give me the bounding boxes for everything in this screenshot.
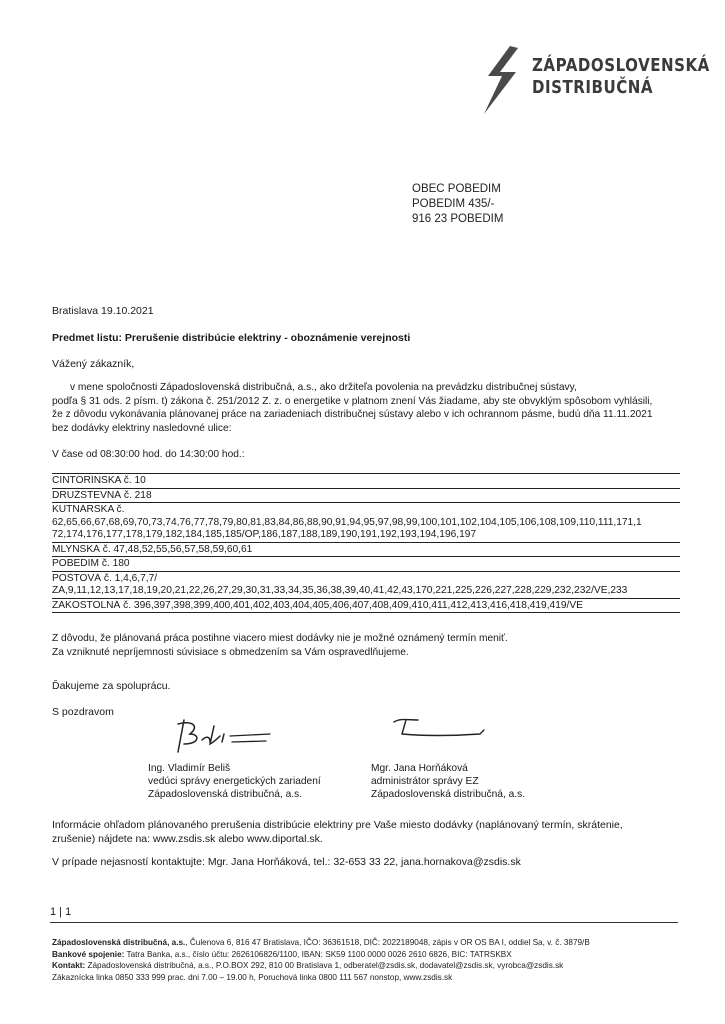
street-line: ZA,9,11,12,13,17,18,19,20,21,22,26,27,29,30,31,33,34,35,36,38,39,40,41,42,43,170,221,225,226,227,228,229,232,232/VE,233 [52, 585, 628, 596]
footer-text: Tatra Banka, a.s., číslo účtu: 2626106826/1100, IBAN: SK59 1100 0000 0026 2610 6826, BIC: TATRSKBX [124, 949, 512, 959]
signer-block-1 [148, 762, 321, 801]
company-logo-bolt-icon [480, 46, 522, 114]
footer-label: Bankové spojenie: [52, 949, 125, 959]
street-line: POŠTOVÁ č. 1,4,6,7,7/ [52, 572, 158, 584]
page-number: 1 | 1 [50, 906, 72, 918]
info-line: Informácie ohľadom plánovaného prerušenia distribúcie elektriny pre Vaše miesto dodávky (naplánovaný termín, skrátenie, [52, 819, 623, 831]
street-row [52, 473, 680, 489]
signer-block-2 [371, 762, 525, 801]
street-list [52, 473, 680, 613]
street-line: 72,174,176,177,178,179,182,184,185,185/OP,186,187,188,189,190,191,192,193,194,196,197 [52, 529, 477, 540]
addressee-block [412, 182, 503, 227]
signer-company: Západoslovenská distribučná, a.s. [148, 789, 303, 800]
info-paragraph [52, 818, 662, 846]
footer-label: Západoslovenská distribučná, a.s. [52, 938, 186, 947]
street-line: DRUŽSTEVNÁ č. 218 [52, 489, 152, 501]
signer-name: Mgr. Jana Horňáková [371, 763, 468, 774]
street-line: ZÁKOSTOLNÁ č. 396,397,398,399,400,401,402,403,404,405,406,407,408,409,410,411,412,413,416,418,419,419/VE [52, 599, 583, 611]
regards-line: S pozdravom [52, 706, 114, 718]
contact-line: V prípade nejasností kontaktujte: Mgr. Jana Horňáková, tel.: 32-653 33 22, jana.hornakova@zsdis.sk [52, 856, 521, 868]
street-line: KUTNÁRSKA č. [52, 504, 125, 515]
apology-line: Za vzniknuté nepríjemnosti súvisiace s obmedzením sa Vám ospravedlňujeme. [52, 647, 409, 658]
footer-text: , Čulenova 6, 816 47 Bratislava, IČO: 36361518, DIČ: 2022189048, zápis v OR OS BA I, oddiel Sa, v. č. 3879/B [185, 938, 590, 947]
signer-role: vedúci správy energetických zariadení [148, 776, 321, 787]
letter-paragraph [52, 381, 692, 435]
addressee-line: 916 23 POBEDIM [412, 213, 504, 225]
thanks-line: Ďakujeme za spoluprácu. [52, 680, 171, 692]
street-row [52, 572, 680, 599]
signer-company: Západoslovenská distribučná, a.s. [371, 789, 526, 800]
company-logo-text [532, 55, 710, 99]
street-row [52, 503, 680, 543]
footer-text: Zákaznícka linka 0850 333 999 prac. dni 7.00 – 19.00 h, Poruchová linka 0800 111 567 nonstop, www.zsdis.sk [52, 972, 453, 982]
letter-date: Bratislava 19.10.2021 [52, 305, 154, 317]
street-line: CINTORÍNSKA č. 10 [52, 475, 146, 486]
footer-label: Kontakt: [52, 961, 86, 970]
paragraph-line: podľa § 31 ods. 2 písm. t) zákona č. 251/2012 Z. z. o energetike v platnom znení Vás žiadame, aby ste obvyklým spôsobom vyhlásili, [52, 395, 653, 407]
letter-greeting: Vážený zákazník, [52, 358, 135, 370]
street-row [52, 557, 680, 572]
street-line: POBEDIM č. 180 [52, 558, 130, 569]
street-line: MLYNSKÁ č. 47,48,52,55,56,57,58,59,60,61 [52, 543, 253, 555]
footer-text: Západoslovenská distribučná, a.s., P.O.BOX 292, 810 00 Bratislava 1, odberatel@zsdis.sk, dodavatel@zsdis.sk, vyrobca@zsdis.sk [85, 961, 564, 970]
signer-name: Ing. Vladimír Beliš [148, 763, 231, 774]
footer-line [52, 949, 590, 961]
paragraph-line: bez dodávky elektriny nasledovné ulice: [52, 422, 232, 434]
letter-subject: Predmet listu: Prerušenie distribúcie elektriny - oboznámenie verejnosti [52, 332, 411, 344]
street-row [52, 489, 680, 504]
footer [52, 937, 590, 983]
footer-line [52, 960, 590, 972]
logo-line-1: ZÁPADOSLOVENSKÁ [532, 56, 710, 76]
street-row [52, 599, 680, 614]
addressee-line: OBEC POBEDIM [412, 183, 501, 195]
footer-line [52, 937, 590, 949]
signature-image-belis [170, 714, 280, 760]
apology-paragraph [52, 632, 508, 660]
logo-line-2: DISTRIBUČNÁ [532, 78, 654, 98]
signer-role: administrátor správy EZ [371, 776, 479, 787]
footer-line [52, 972, 590, 984]
street-line: 62,65,66,67,68,69,70,73,74,76,77,78,79,80,81,83,84,86,88,90,91,94,95,97,98,99,100,101,102,104,105,106,108,109,110,111,171,1 [52, 516, 642, 528]
footer-divider [50, 922, 678, 923]
apology-line: Z dôvodu, že plánovaná práca postihne viacero miest dodávky nie je možné oznámený termín meniť. [52, 633, 508, 644]
addressee-line: POBEDIM 435/- [412, 198, 495, 210]
outage-time: V čase od 08:30:00 hod. do 14:30:00 hod.: [52, 449, 245, 460]
street-row [52, 543, 680, 558]
paragraph-line: v mene spoločnosti Západoslovenská distribučná, a.s., ako držiteľa povolenia na prevádzku distribučnej sústavy, [70, 382, 577, 393]
paragraph-line: že z dôvodu vykonávania plánovanej práce na zariadeniach distribučnej sústavy alebo v ich ochrannom pásme, budú dňa 11.11.2021 [52, 409, 653, 420]
info-line: zrušenie) nájdete na: www.zsdis.sk alebo www.diportal.sk. [52, 833, 323, 845]
signature-image-hornakova [392, 712, 492, 748]
